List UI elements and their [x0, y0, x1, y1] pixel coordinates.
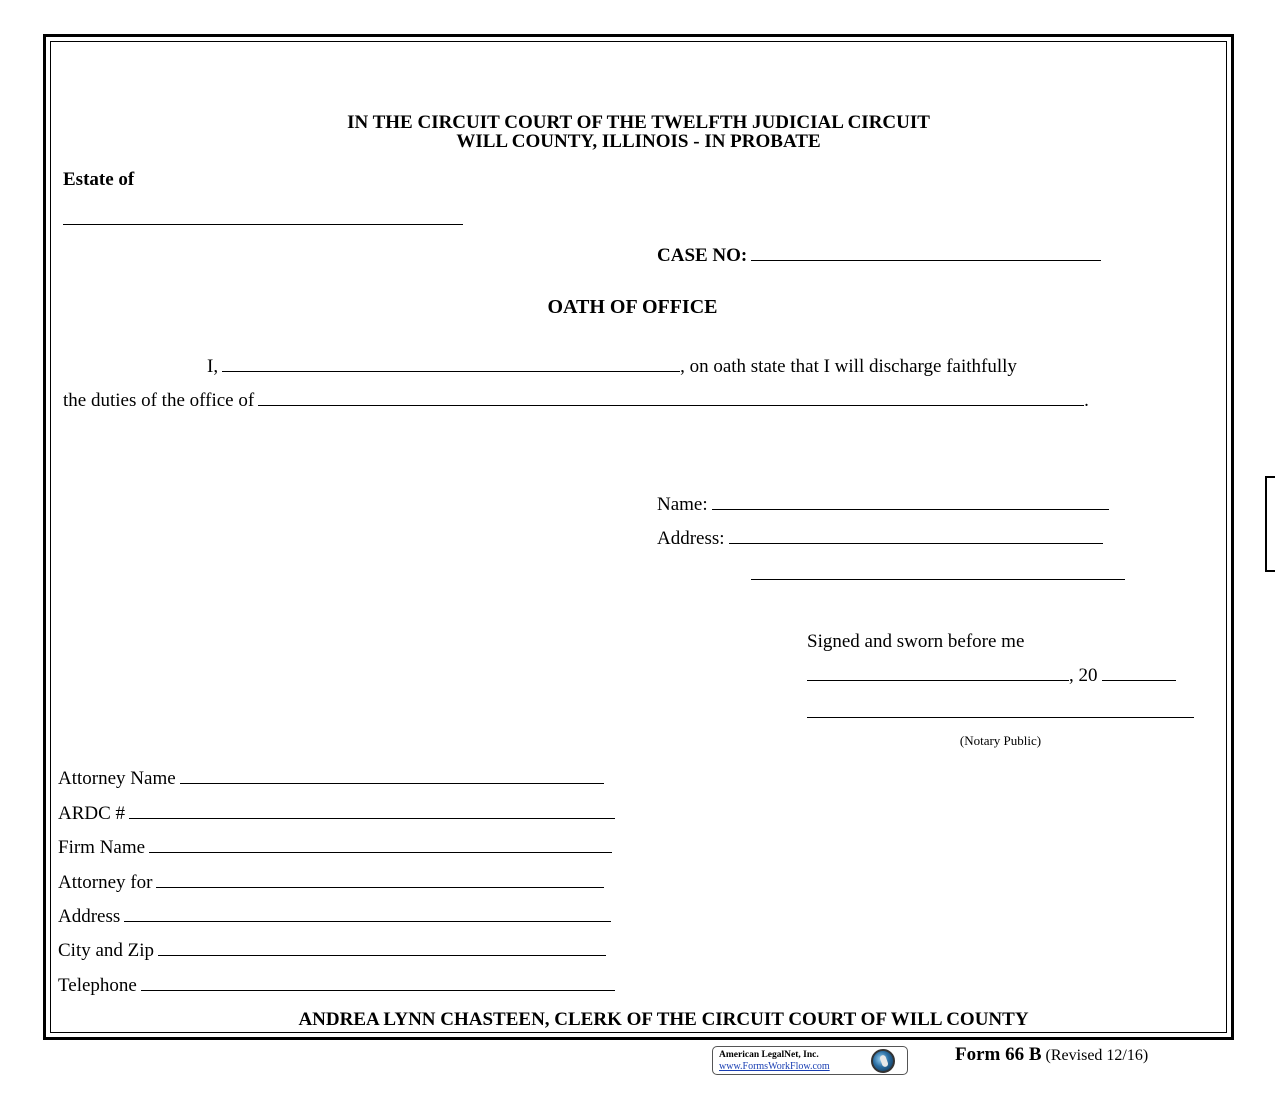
year-prefix: , 20: [1069, 665, 1098, 686]
attorney-for-field[interactable]: [156, 872, 604, 888]
telephone-label: Telephone: [58, 975, 137, 996]
form-id-block: [955, 1044, 1148, 1066]
attorney-address-row: [58, 906, 611, 928]
case-no-label: CASE NO:: [657, 245, 748, 266]
case-no-field[interactable]: [751, 245, 1101, 261]
form-title: OATH OF OFFICE: [547, 296, 718, 318]
signer-address-field[interactable]: [729, 528, 1103, 544]
office-field[interactable]: [258, 390, 1084, 406]
year-field[interactable]: [1102, 665, 1176, 681]
sworn-date-field[interactable]: [807, 665, 1069, 681]
attorney-name-label: Attorney Name: [58, 768, 176, 789]
city-zip-label: City and Zip: [58, 940, 155, 961]
estate-name-field[interactable]: [63, 208, 463, 225]
notary-signature-field[interactable]: [807, 702, 1194, 718]
logo-company: American LegalNet, Inc.: [719, 1050, 819, 1060]
attorney-for-label: Attorney for: [58, 872, 153, 893]
signer-address-label: Address:: [657, 528, 725, 549]
legalnet-logo: [712, 1046, 908, 1075]
oath-line2-start: the duties of the office of: [63, 390, 255, 411]
globe-icon: [871, 1049, 895, 1073]
court-header-line1: IN THE CIRCUIT COURT OF THE TWELFTH JUDICIAL CIRCUIT: [347, 112, 930, 133]
court-header-line2: WILL COUNTY, ILLINOIS - IN PROBATE: [456, 131, 821, 152]
oath-name-field[interactable]: [222, 356, 680, 372]
oath-end-punct: .: [1084, 390, 1089, 411]
form-revision: (Revised 12/16): [1045, 1047, 1149, 1064]
attorney-address-field[interactable]: [124, 906, 611, 922]
oath-lead: I,: [207, 356, 219, 377]
estate-label: Estate of: [63, 169, 135, 190]
notary-caption: (Notary Public): [959, 733, 1042, 748]
city-zip-row: [58, 940, 606, 962]
form-id: Form 66 B: [955, 1044, 1042, 1065]
city-zip-field[interactable]: [158, 940, 606, 956]
sworn-label: Signed and sworn before me: [807, 631, 1025, 652]
ardc-field[interactable]: [129, 803, 615, 819]
oath-middle: , on oath state that I will discharge faithfully: [680, 356, 1017, 377]
logo-url-link[interactable]: www.FormsWorkFlow.com: [719, 1061, 830, 1072]
signer-name-field[interactable]: [712, 494, 1109, 510]
firm-name-label: Firm Name: [58, 837, 146, 858]
attorney-name-field[interactable]: [180, 768, 604, 784]
attorney-for-row: [58, 872, 604, 894]
ardc-row: [58, 803, 615, 825]
clerk-line: ANDREA LYNN CHASTEEN, CLERK OF THE CIRCUIT COURT OF WILL COUNTY: [298, 1009, 1029, 1030]
signer-name-label: Name:: [657, 494, 708, 515]
telephone-field[interactable]: [141, 975, 615, 991]
signer-address-field-2[interactable]: [751, 564, 1125, 580]
ardc-label: ARDC #: [58, 803, 126, 824]
telephone-row: [58, 975, 615, 997]
edge-bracket: [1265, 476, 1275, 572]
attorney-name-row: [58, 768, 604, 790]
firm-name-row: [58, 837, 612, 859]
firm-name-field[interactable]: [149, 837, 612, 853]
attorney-address-label: Address: [58, 906, 121, 927]
